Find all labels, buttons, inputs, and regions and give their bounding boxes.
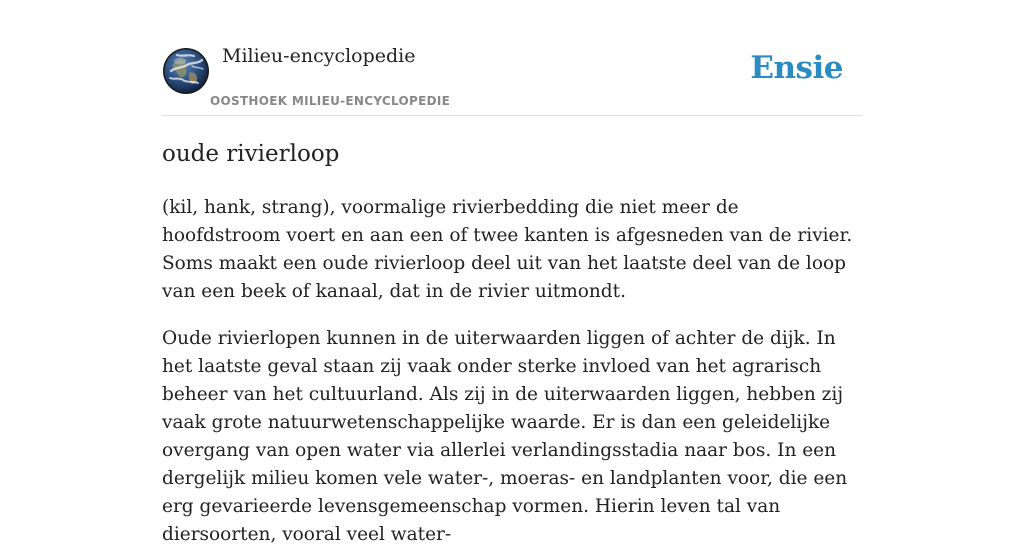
page-title: oude rivierloop — [162, 141, 340, 167]
site-subtitle: OOSTHOEK MILIEU-ENCYCLOPEDIE — [210, 94, 451, 108]
article-paragraph: (kil, hank, strang), voormalige rivierbedding die niet meer de hoofdstroom voert en aan een of twee kanten is afgesneden van de rivier. Soms maakt een oude rivierloop deel uit van het laatste deel van de loop van een beek of kanaal, dat in de rivier uitmondt. — [162, 197, 853, 302]
earth-globe-icon[interactable] — [162, 47, 210, 95]
site-title[interactable]: Milieu-encyclopedie — [222, 45, 416, 67]
site-header — [162, 0, 862, 116]
article — [162, 138, 862, 549]
ensie-logo[interactable]: Ensie — [750, 50, 843, 86]
article-paragraph: Oude rivierlopen kunnen in de uiterwaarden liggen of achter de dijk. In het laatste geval staan zij vaak onder sterke invloed van het agrarisch beheer van het cultuurland. Als zij in de uiterwaarden liggen, hebben zij vaak grote natuurwetenschappelijke waarde. Er is dan een geleidelijke overgang van open water via allerlei verlandingsstadia naar bos. In een dergelijk milieu komen vele water-, moeras- en landplanten voor, die een erg gevarieerde levensgemeenschap vormen. Hierin leven tal van diersoorten, vooral veel water- — [162, 328, 848, 545]
